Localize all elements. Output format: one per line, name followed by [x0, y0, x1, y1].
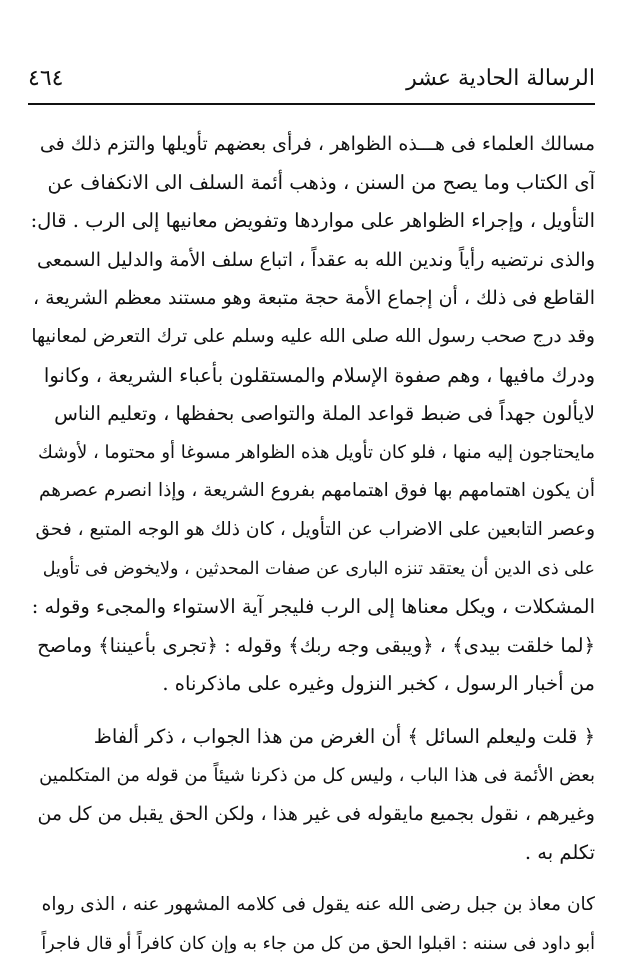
paragraph-gap	[28, 704, 595, 718]
text-line: ﴿ قلت وليعلم السائل ﴾ أن الغرض من هذا الجواب ، ذكر ألفاظ	[93, 724, 595, 748]
text-line: بعض الأئمة فى هذا الباب ، وليس كل من ذكرنا شيئاً من قوله من المتكلمين	[39, 764, 595, 786]
text-line: تكلم به .	[524, 840, 595, 864]
paragraph-1	[28, 125, 595, 704]
text-line: على ذى الدين أن يعتقد تنزه البارى عن صفات المحدثين ، ولايخوض فى تأويل	[42, 558, 595, 579]
text-line: وعصر التابعين على الاضراب عن التأويل ، كان ذلك هو الوجه المتبع ، فحق	[35, 518, 595, 540]
text-line: أن يكون اهتمامهم بها فوق اهتمامهم بفروع الشريعة ، وإذا انصرم عصرهم	[38, 480, 595, 502]
text-line: مايحتاجون إليه منها ، فلو كان تأويل هذه الظواهر مسوغا أو محتوما ، لأوشك	[38, 441, 595, 463]
text-line: آى الكتاب وما يصح من السنن ، وذهب أئمة السلف الى الانكفاف عن	[47, 170, 595, 194]
page-header	[28, 58, 595, 98]
text-line: المشكلات ، ويكل معناها إلى الرب فليجر آية الاستواء والمجىء وقوله :	[31, 595, 595, 619]
page-number: ٤٦٤	[28, 65, 64, 91]
paragraph-3	[28, 886, 595, 963]
text-line: والذى نرتضيه رأياً وندين الله به عقداً ، اتباع سلف الأمة والدليل السمعى	[36, 248, 595, 271]
text-line: مسالك العلماء فى هـــذه الظواهر ، فرأى بعضهم تأويلها والتزم ذلك فى	[39, 133, 595, 155]
text-line: القاطع فى ذلك ، أن إجماع الأمة حجة متبعة وهو مستند معظم الشريعة ،	[33, 287, 595, 310]
body-text	[28, 125, 595, 963]
running-title: الرسالة الحادية عشر	[406, 65, 595, 91]
text-line: من أخبار الرسول ، كخبر النزول وغيره على ماذكرناه .	[162, 672, 595, 696]
paragraph-2	[28, 718, 595, 872]
text-line: كان معاذ بن جبل رضى الله عنه يقول فى كلامه المشهور عنه ، الذى رواه	[41, 894, 595, 916]
text-line: وقد درج صحب رسول الله صلى الله عليه وسلم على ترك التعرض لمعانيها	[31, 325, 595, 347]
header-rule	[28, 103, 595, 105]
text-line: ودرك مافيها ، وهم صفوة الإسلام والمستقلون بأعباء الشريعة ، وكانوا	[43, 363, 595, 387]
text-line: التأويل ، وإجراء الظواهر على مواردها وتفويض معانيها إلى الرب . قال:	[30, 209, 595, 233]
paragraph-gap	[28, 872, 595, 886]
text-line: ﴿لما خلقت بيدى﴾ ، ﴿ويبقى وجه ربك﴾ وقوله : ﴿تجرى بأعيننا﴾ وماصح	[37, 633, 595, 657]
text-line: وغيرهم ، نقول بجميع مايقوله فى غير هذا ، ولكن الحق يقبل من كل من	[37, 803, 595, 826]
text-line: لايألون جهداً فى ضبط قواعد الملة والتواصى بحفظها ، وتعليم الناس	[54, 402, 595, 426]
text-line: أبو داود فى سننه : اقبلوا الحق من كل من جاء به وإن كان كافراً أو قال فاجراً	[41, 933, 595, 954]
